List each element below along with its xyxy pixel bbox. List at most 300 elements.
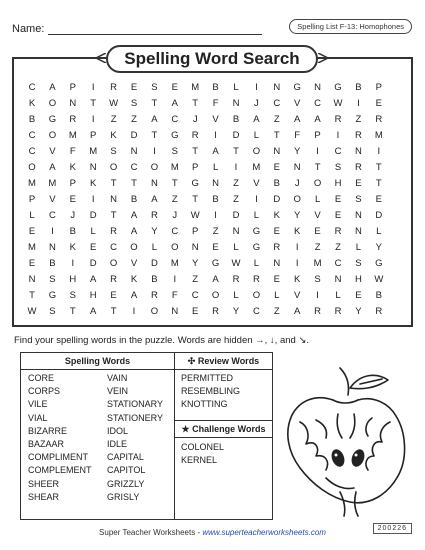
- grid-letter: J: [70, 210, 76, 221]
- name-label: Name:: [12, 23, 45, 35]
- word-search-grid: [20, 80, 401, 320]
- grid-letter: O: [48, 98, 57, 109]
- grid-letter: I: [214, 210, 217, 221]
- grid-letter: C: [110, 242, 118, 253]
- grid-letter: Z: [131, 114, 137, 125]
- grid-letter: K: [28, 98, 36, 109]
- grid-letter: O: [48, 130, 57, 141]
- grid-letter: V: [253, 178, 260, 189]
- grid-letter: N: [232, 226, 240, 237]
- title-arrow-right-icon: [318, 53, 328, 63]
- grid-letter: C: [191, 290, 199, 301]
- grid-letter: S: [171, 146, 178, 157]
- title-arrow-left-icon: [96, 53, 106, 63]
- grid-letter: A: [212, 274, 219, 285]
- grid-letter: T: [375, 162, 382, 173]
- grid-letter: L: [253, 210, 260, 221]
- spelling-word: STATIONARY: [107, 399, 164, 410]
- grid-letter: A: [49, 162, 56, 173]
- grid-letter: O: [109, 258, 118, 269]
- grid-letter: N: [354, 226, 362, 237]
- grid-letter: E: [375, 98, 382, 109]
- header-divider: [21, 369, 272, 370]
- grid-letter: E: [69, 194, 76, 205]
- grid-letter: I: [357, 98, 360, 109]
- grid-letter: V: [49, 194, 56, 205]
- grid-letter: I: [295, 258, 299, 269]
- grid-letter: E: [334, 210, 342, 221]
- grid-letter: W: [109, 98, 119, 109]
- grid-letter: S: [69, 290, 76, 301]
- grid-letter: E: [375, 194, 382, 205]
- grid-letter: Y: [294, 210, 301, 221]
- grid-letter: P: [69, 82, 76, 93]
- grid-letter: C: [28, 82, 36, 93]
- grid-letter: B: [69, 226, 76, 237]
- page-title: Spelling Word Search: [106, 45, 318, 73]
- spelling-word: GRISLY: [107, 491, 140, 502]
- grid-letter: Z: [110, 114, 117, 125]
- grid-letter: K: [110, 130, 117, 141]
- grid-letter: R: [150, 210, 158, 221]
- grid-letter: E: [28, 258, 36, 269]
- grid-letter: A: [130, 290, 138, 301]
- grid-letter: Z: [192, 274, 199, 285]
- grid-letter: T: [192, 194, 199, 205]
- grid-letter: V: [314, 210, 321, 221]
- grid-letter: E: [110, 290, 117, 301]
- grid-letter: T: [151, 98, 158, 109]
- grid-letter: D: [130, 130, 138, 141]
- grid-letter: R: [69, 114, 77, 125]
- review-word: RESEMBLING: [181, 386, 241, 397]
- challenge-word: KERNEL: [181, 455, 218, 466]
- grid-letter: E: [192, 306, 199, 317]
- grid-letter: P: [192, 226, 199, 237]
- spelling-word: VAIN: [107, 373, 128, 383]
- grid-letter: O: [252, 290, 261, 301]
- spelling-word: CAPITOL: [107, 465, 146, 476]
- grid-letter: F: [212, 98, 219, 109]
- grid-letter: A: [90, 306, 97, 317]
- grid-letter: D: [375, 210, 383, 221]
- grid-letter: H: [89, 290, 97, 301]
- grid-letter: N: [314, 82, 322, 93]
- grid-letter: O: [109, 162, 118, 173]
- grid-letter: E: [171, 82, 178, 93]
- grid-letter: G: [293, 82, 301, 93]
- grid-letter: I: [255, 82, 258, 93]
- grid-letter: I: [316, 146, 319, 157]
- grid-letter: I: [255, 194, 258, 205]
- grid-letter: R: [252, 274, 260, 285]
- grid-letter: J: [192, 114, 198, 125]
- grid-letter: M: [313, 258, 322, 269]
- review-words-header: ✣ Review Words: [187, 356, 260, 366]
- grid-letter: C: [314, 98, 322, 109]
- grid-letter: Z: [212, 226, 219, 237]
- grid-letter: N: [354, 146, 362, 157]
- grid-letter: B: [151, 274, 158, 285]
- grid-letter: N: [28, 274, 36, 285]
- spelling-word: CORE: [28, 373, 55, 383]
- grid-letter: M: [374, 130, 383, 141]
- grid-letter: O: [252, 146, 261, 157]
- grid-letter: G: [252, 242, 261, 253]
- grid-letter: T: [171, 178, 178, 189]
- grid-letter: R: [191, 130, 199, 141]
- grid-letter: W: [231, 258, 241, 269]
- grid-letter: B: [130, 194, 138, 205]
- grid-letter: G: [191, 178, 199, 189]
- grid-letter: I: [336, 130, 340, 141]
- grid-letter: W: [374, 274, 384, 285]
- grid-letter: R: [150, 290, 158, 301]
- grid-letter: A: [171, 98, 178, 109]
- grid-letter: T: [110, 210, 117, 221]
- grid-letter: L: [233, 290, 239, 301]
- grid-letter: L: [355, 242, 362, 253]
- grid-letter: O: [150, 162, 159, 173]
- grid-letter: I: [91, 194, 95, 205]
- grid-letter: E: [28, 226, 36, 237]
- grid-letter: P: [192, 162, 199, 173]
- grid-letter: C: [273, 98, 281, 109]
- grid-letter: N: [89, 162, 97, 173]
- grid-letter: W: [190, 210, 200, 221]
- spelling-word: VIAL: [28, 412, 48, 423]
- footer-text: Super Teacher Worksheets -: [99, 528, 203, 537]
- grid-letter: V: [294, 290, 301, 301]
- grid-letter: A: [294, 114, 301, 125]
- grid-letter: T: [69, 306, 76, 317]
- grid-letter: I: [51, 226, 54, 237]
- grid-letter: K: [294, 274, 301, 285]
- grid-letter: W: [333, 98, 343, 109]
- grid-letter: K: [273, 210, 280, 221]
- grid-letter: T: [273, 130, 280, 141]
- grid-letter: M: [89, 146, 98, 157]
- grid-letter: B: [232, 114, 240, 125]
- spelling-words-header: Spelling Words: [64, 356, 131, 366]
- grid-letter: S: [110, 146, 117, 157]
- grid-letter: M: [28, 242, 36, 253]
- grid-letter: Y: [151, 226, 158, 237]
- grid-letter: C: [28, 146, 36, 157]
- grid-letter: S: [49, 306, 56, 317]
- grid-letter: A: [130, 210, 138, 221]
- grid-letter: V: [212, 114, 219, 125]
- grid-letter: P: [69, 178, 76, 189]
- grid-letter: E: [355, 290, 362, 301]
- grid-letter: B: [28, 114, 36, 125]
- grid-letter: I: [71, 258, 75, 269]
- grid-letter: P: [28, 194, 36, 205]
- grid-letter: L: [151, 242, 158, 253]
- grid-letter: O: [293, 194, 301, 205]
- grid-letter: S: [355, 258, 362, 269]
- grid-letter: R: [375, 306, 383, 317]
- grid-letter: L: [233, 242, 239, 253]
- footer: [0, 528, 425, 537]
- grid-letter: E: [273, 162, 280, 173]
- grid-letter: T: [151, 130, 158, 141]
- grid-letter: Y: [375, 242, 382, 253]
- grid-letter: K: [294, 226, 301, 237]
- grid-letter: E: [334, 194, 342, 205]
- spelling-word: VEIN: [107, 386, 129, 397]
- spelling-word: SHEER: [28, 478, 60, 489]
- grid-letter: F: [294, 130, 301, 141]
- apple-core-illustration: [278, 360, 413, 520]
- grid-letter: T: [314, 162, 321, 173]
- grid-letter: E: [314, 226, 321, 237]
- grid-letter: C: [48, 210, 56, 221]
- grid-letter: K: [69, 242, 76, 253]
- grid-letter: O: [150, 306, 159, 317]
- grid-letter: H: [334, 178, 342, 189]
- grid-letter: N: [354, 210, 362, 221]
- grid-letter: N: [273, 258, 281, 269]
- grid-letter: F: [171, 290, 178, 301]
- grid-letter: P: [375, 82, 382, 93]
- grid-letter: O: [211, 290, 220, 301]
- grid-letter: R: [334, 306, 342, 317]
- grid-letter: A: [151, 194, 158, 205]
- grid-letter: E: [273, 226, 280, 237]
- grid-letter: R: [110, 274, 118, 285]
- spelling-list-tag: Spelling List F-13: Homophones: [289, 19, 412, 34]
- grid-letter: A: [212, 146, 219, 157]
- grid-letter: R: [212, 306, 220, 317]
- grid-letter: E: [355, 178, 362, 189]
- grid-letter: R: [354, 130, 362, 141]
- grid-letter: T: [233, 146, 239, 157]
- grid-letter: N: [110, 194, 118, 205]
- grid-letter: N: [212, 178, 220, 189]
- grid-letter: N: [191, 242, 199, 253]
- grid-letter: L: [253, 130, 260, 141]
- spelling-word: COMPLIMENT: [28, 452, 89, 463]
- spelling-word: BIZARRE: [28, 425, 68, 436]
- challenge-word: COLONEL: [181, 442, 225, 452]
- grid-letter: I: [214, 130, 217, 141]
- grid-letter: A: [90, 274, 97, 285]
- grid-letter: N: [48, 242, 56, 253]
- grid-letter: K: [130, 274, 138, 285]
- grid-letter: O: [28, 162, 36, 173]
- grid-letter: G: [334, 82, 342, 93]
- grid-letter: A: [253, 114, 260, 125]
- name-row: [12, 23, 252, 37]
- spelling-word: COMPLEMENT: [28, 465, 92, 476]
- grid-letter: L: [274, 290, 280, 301]
- grid-letter: O: [130, 242, 138, 253]
- grid-letter: J: [294, 178, 300, 189]
- grid-letter: D: [150, 258, 158, 269]
- grid-letter: C: [130, 162, 138, 173]
- worksheet-code: 200226: [373, 523, 412, 534]
- grid-letter: Z: [355, 114, 362, 125]
- grid-letter: Y: [232, 306, 240, 317]
- grid-letter: C: [252, 306, 260, 317]
- grid-letter: R: [314, 306, 322, 317]
- grid-letter: I: [91, 82, 95, 93]
- grid-letter: E: [273, 274, 280, 285]
- grid-letter: A: [49, 82, 56, 93]
- grid-letter: H: [354, 274, 362, 285]
- grid-letter: V: [294, 98, 301, 109]
- spelling-word: BAZAAR: [28, 439, 65, 449]
- grid-letter: I: [377, 146, 381, 157]
- grid-letter: S: [334, 162, 342, 173]
- grid-letter: N: [150, 178, 158, 189]
- grid-letter: B: [49, 258, 56, 269]
- grid-letter: L: [233, 82, 239, 93]
- grid-letter: D: [232, 130, 240, 141]
- grid-letter: S: [314, 274, 321, 285]
- grid-letter: Z: [273, 306, 280, 317]
- grid-letter: G: [171, 130, 179, 141]
- grid-letter: N: [69, 98, 77, 109]
- instructions: Find your spelling words in the puzzle. Words are hidden →, ↓, and ↘.: [14, 335, 310, 346]
- grid-letter: A: [314, 114, 321, 125]
- grid-letter: C: [28, 130, 36, 141]
- grid-letter: N: [130, 146, 138, 157]
- grid-letter: N: [273, 146, 281, 157]
- grid-letter: R: [110, 226, 118, 237]
- grid-letter: A: [130, 226, 138, 237]
- grid-letter: M: [68, 130, 77, 141]
- grid-letter: J: [172, 210, 178, 221]
- grid-letter: L: [314, 194, 321, 205]
- grid-letter: S: [355, 194, 362, 205]
- grid-letter: M: [48, 178, 57, 189]
- grid-letter: D: [232, 210, 240, 221]
- grid-letter: E: [130, 82, 138, 93]
- grid-letter: P: [90, 130, 97, 141]
- grid-letter: G: [211, 258, 220, 269]
- grid-letter: Y: [294, 146, 301, 157]
- grid-letter: L: [335, 290, 341, 301]
- grid-letter: L: [29, 210, 35, 221]
- grid-letter: R: [110, 82, 118, 93]
- grid-letter: F: [69, 146, 76, 157]
- grid-letter: K: [90, 178, 97, 189]
- grid-letter: N: [232, 98, 240, 109]
- grid-letter: I: [132, 306, 136, 317]
- grid-letter: C: [334, 146, 342, 157]
- grid-letter: L: [212, 162, 219, 173]
- grid-letter: I: [91, 114, 95, 125]
- spelling-word: CAPITAL: [107, 452, 144, 463]
- grid-letter: R: [232, 274, 240, 285]
- spelling-word: IDOL: [107, 425, 129, 436]
- grid-letter: D: [89, 258, 97, 269]
- grid-letter: W: [27, 306, 37, 317]
- grid-letter: R: [334, 114, 342, 125]
- grid-letter: H: [69, 274, 77, 285]
- grid-letter: T: [131, 178, 137, 189]
- review-word: KNOTTING: [181, 399, 228, 410]
- grid-letter: V: [49, 146, 56, 157]
- grid-letter: A: [294, 306, 301, 317]
- grid-letter: G: [252, 226, 261, 237]
- grid-letter: B: [273, 178, 280, 189]
- grid-letter: Z: [171, 194, 178, 205]
- grid-letter: G: [48, 290, 57, 301]
- grid-letter: E: [212, 242, 219, 253]
- grid-letter: I: [316, 290, 319, 301]
- grid-letter: T: [375, 178, 382, 189]
- review-word: PERMITTED: [181, 373, 234, 383]
- grid-letter: T: [110, 178, 117, 189]
- grid-letter: N: [334, 274, 342, 285]
- grid-letter: M: [28, 178, 36, 189]
- grid-letter: L: [376, 226, 382, 237]
- grid-letter: M: [191, 82, 200, 93]
- grid-letter: O: [171, 242, 179, 253]
- grid-letter: K: [69, 162, 76, 173]
- name-line[interactable]: [48, 34, 262, 35]
- grid-letter: I: [153, 146, 156, 157]
- grid-letter: Y: [355, 306, 362, 317]
- grid-letter: E: [90, 242, 97, 253]
- grid-letter: S: [49, 274, 56, 285]
- grid-letter: M: [170, 162, 179, 173]
- grid-letter: B: [212, 194, 219, 205]
- grid-letter: B: [212, 82, 219, 93]
- grid-letter: L: [90, 226, 96, 237]
- grid-letter: M: [252, 162, 261, 173]
- grid-letter: T: [29, 290, 35, 301]
- grid-letter: T: [110, 306, 117, 317]
- grid-letter: Z: [314, 242, 321, 253]
- grid-letter: Z: [233, 194, 239, 205]
- grid-letter: S: [130, 98, 138, 109]
- grid-letter: B: [375, 290, 382, 301]
- grid-letter: T: [192, 98, 199, 109]
- grid-letter: G: [48, 114, 57, 125]
- grid-letter: C: [334, 258, 342, 269]
- grid-letter: N: [273, 82, 281, 93]
- challenge-words-header: ★ Challenge Words: [181, 424, 266, 434]
- spelling-word: GRIZZLY: [107, 478, 145, 489]
- footer-site-link[interactable]: www.superteacherworksheets.com: [202, 528, 326, 537]
- grid-letter: C: [171, 114, 179, 125]
- grid-letter: N: [171, 306, 179, 317]
- grid-letter: J: [254, 98, 259, 109]
- grid-letter: T: [90, 98, 97, 109]
- grid-letter: C: [171, 226, 179, 237]
- spelling-word: SHEAR: [28, 491, 60, 502]
- spelling-word: VILE: [28, 399, 48, 410]
- grid-letter: D: [89, 210, 97, 221]
- grid-letter: I: [173, 274, 177, 285]
- grid-letter: S: [151, 82, 158, 93]
- grid-letter: R: [354, 162, 362, 173]
- challenge-divider-bottom: [175, 437, 272, 438]
- grid-letter: M: [170, 258, 179, 269]
- grid-letter: V: [130, 258, 138, 269]
- grid-letter: D: [273, 194, 281, 205]
- grid-letter: R: [375, 114, 383, 125]
- grid-letter: B: [355, 82, 362, 93]
- grid-letter: Z: [335, 242, 341, 253]
- grid-letter: R: [273, 242, 281, 253]
- grid-letter: Z: [273, 114, 280, 125]
- spelling-word: STATIONERY: [107, 412, 164, 423]
